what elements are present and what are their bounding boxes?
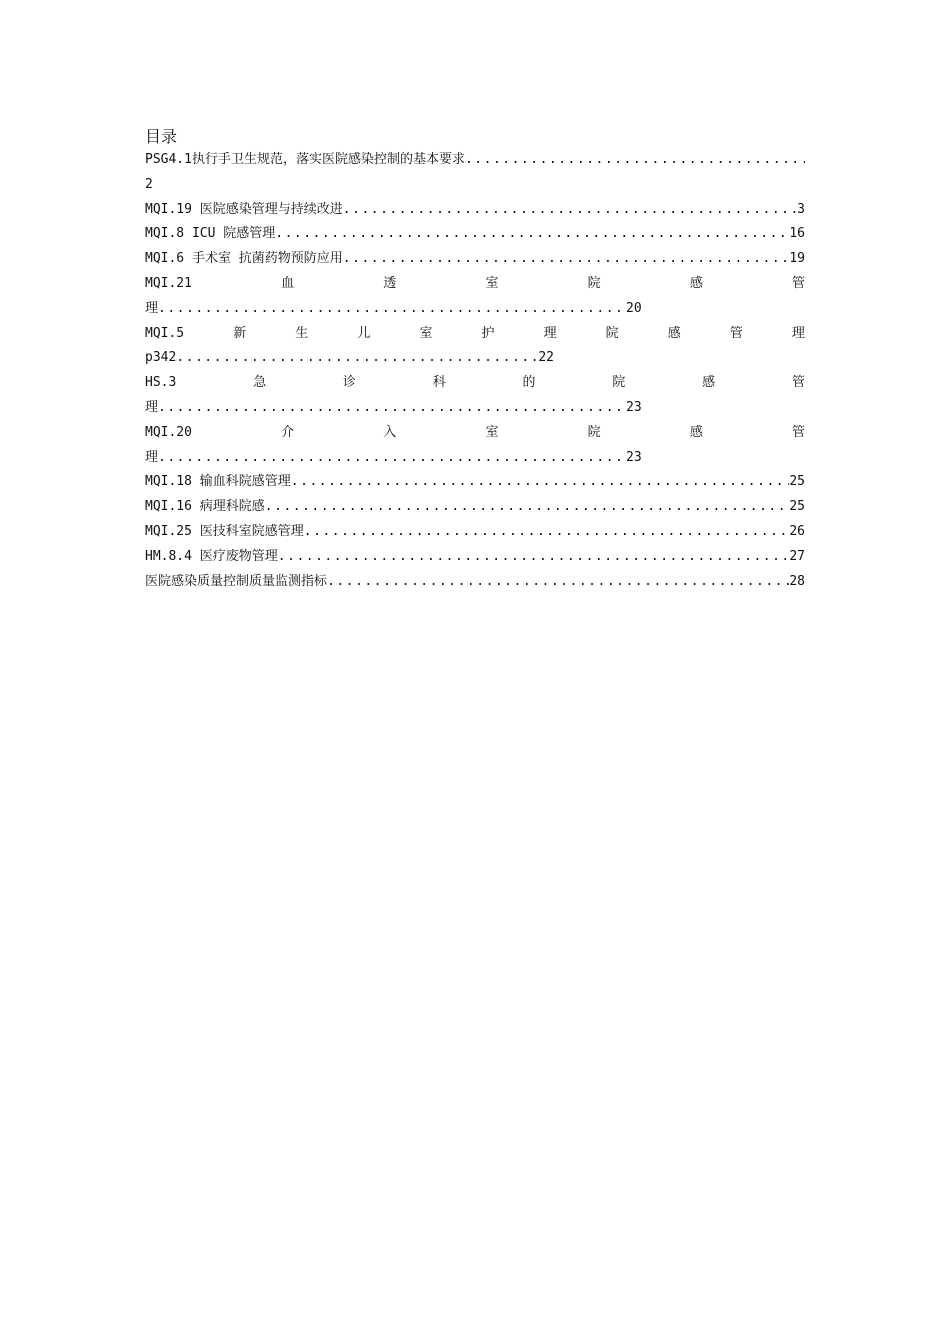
toc-entry-title: 医院感染质量控制质量监测指标 <box>145 573 328 589</box>
toc-entry-8-continued[interactable] <box>145 446 805 471</box>
toc-entry-word: 管 <box>729 325 743 341</box>
toc-entry-word: MQI.21 <box>145 275 192 291</box>
toc-entry-word: 室 <box>485 275 499 291</box>
toc-entry-title: MQI.19 医院感染管理与持续改进 <box>145 201 343 217</box>
toc-entry-7-continued[interactable] <box>145 396 805 421</box>
toc-entry-8[interactable] <box>145 421 805 446</box>
toc-entry-word: 急 <box>253 375 267 391</box>
toc-entry-word: 管 <box>791 375 805 391</box>
toc-entry-page: 3 <box>797 201 805 217</box>
toc-leader-dots <box>278 545 790 570</box>
toc-entry-word: 理 <box>543 325 557 341</box>
toc-leader-dots <box>291 470 790 495</box>
toc-entry-word: 院 <box>587 424 601 440</box>
toc-entry-tail: 理 <box>145 449 159 465</box>
toc-entry-page: 22 <box>538 350 554 366</box>
toc-entry-page: 26 <box>789 523 805 539</box>
toc-entry-6-continued[interactable] <box>145 346 805 371</box>
toc-entry-page: 19 <box>789 251 805 267</box>
toc-entry-word: 感 <box>689 275 703 291</box>
toc-entry-page: 23 <box>626 449 642 465</box>
toc-entry-word: 室 <box>419 325 433 341</box>
toc-leader-dots <box>327 570 789 595</box>
toc-leader-dots <box>158 396 626 421</box>
toc-entry-title: MQI.25 医技科室院感管理 <box>145 523 304 539</box>
toc-entry-tail: 理 <box>145 399 159 415</box>
toc-list <box>145 148 805 594</box>
toc-entry-word: 科 <box>432 375 446 391</box>
toc-entry-6[interactable] <box>145 322 805 347</box>
toc-entry-word: 儿 <box>357 325 371 341</box>
toc-entry-tail: p342 <box>145 350 177 366</box>
toc-leader-dots <box>465 148 805 173</box>
toc-leader-dots <box>158 446 626 471</box>
toc-entry-page: 23 <box>626 399 642 415</box>
toc-entry-title: PSG4.1执行手卫生规范，落实医院感染控制的基本要求 <box>145 152 465 167</box>
toc-entry-title: MQI.16 病理科院感 <box>145 499 265 515</box>
toc-leader-dots <box>343 247 790 272</box>
toc-entry-word: 生 <box>295 325 309 341</box>
toc-entry-2[interactable] <box>145 198 805 223</box>
toc-entry-word: 感 <box>702 375 716 391</box>
toc-entry-5[interactable] <box>145 272 805 297</box>
toc-entry-word: MQI.20 <box>145 424 192 440</box>
toc-entry-word: HS.3 <box>145 375 177 391</box>
toc-entry-12[interactable] <box>145 545 805 570</box>
toc-entry-word: 院 <box>612 375 626 391</box>
toc-entry-13[interactable] <box>145 570 805 595</box>
toc-leader-dots <box>265 495 790 520</box>
toc-entry-word: 管 <box>791 424 805 440</box>
toc-entry-word: 介 <box>281 424 295 440</box>
toc-entry-word: 入 <box>383 424 397 440</box>
toc-entry-tail: 理 <box>145 300 159 316</box>
toc-entry-word: 理 <box>791 325 805 341</box>
toc-entry-word: 感 <box>689 424 703 440</box>
toc-leader-dots <box>275 222 789 247</box>
toc-entry-word: 透 <box>383 275 397 291</box>
toc-entry-word: 院 <box>587 275 601 291</box>
toc-entry-page: 25 <box>789 499 805 515</box>
toc-entry-title: MQI.6 手术室 抗菌药物预防应用 <box>145 251 343 267</box>
toc-entry-word: 诊 <box>342 375 356 391</box>
toc-entry-word: 护 <box>481 325 495 341</box>
toc-entry-4[interactable] <box>145 247 805 272</box>
toc-entry-word: 管 <box>791 275 805 291</box>
toc-entry-9[interactable] <box>145 470 805 495</box>
toc-entry-word: 新 <box>233 325 247 341</box>
toc-entry-10[interactable] <box>145 495 805 520</box>
toc-entry-word: 的 <box>522 375 536 391</box>
toc-entry-page: 2 <box>145 176 153 192</box>
toc-entry-word: 血 <box>281 275 295 291</box>
toc-entry-5-continued[interactable] <box>145 297 805 322</box>
toc-entry-word: 院 <box>605 325 619 341</box>
toc-entry-1[interactable] <box>145 148 805 173</box>
toc-leader-dots <box>158 297 626 322</box>
toc-entry-word: MQI.5 <box>145 325 185 341</box>
toc-entry-page: 28 <box>789 573 805 589</box>
toc-entry-title: MQI.18 输血科院感管理 <box>145 474 291 490</box>
toc-entry-page: 16 <box>789 226 805 242</box>
toc-entry-word: 室 <box>485 424 499 440</box>
toc-entry-1-page-line[interactable] <box>145 173 805 198</box>
toc-entry-11[interactable] <box>145 520 805 545</box>
toc-leader-dots <box>343 198 797 223</box>
toc-entry-7[interactable] <box>145 371 805 396</box>
toc-entry-page: 25 <box>789 474 805 490</box>
toc-entry-title: HM.8.4 医疗废物管理 <box>145 548 278 564</box>
toc-entry-title: MQI.8 ICU 院感管理 <box>145 226 276 242</box>
toc-entry-page: 27 <box>789 548 805 564</box>
toc-leader-dots <box>304 520 790 545</box>
document-page <box>145 126 805 594</box>
toc-heading: 目录 <box>145 127 178 146</box>
toc-entry-3[interactable] <box>145 222 805 247</box>
toc-leader-dots <box>176 346 538 371</box>
toc-entry-page: 20 <box>626 300 642 316</box>
toc-entry-word: 感 <box>667 325 681 341</box>
